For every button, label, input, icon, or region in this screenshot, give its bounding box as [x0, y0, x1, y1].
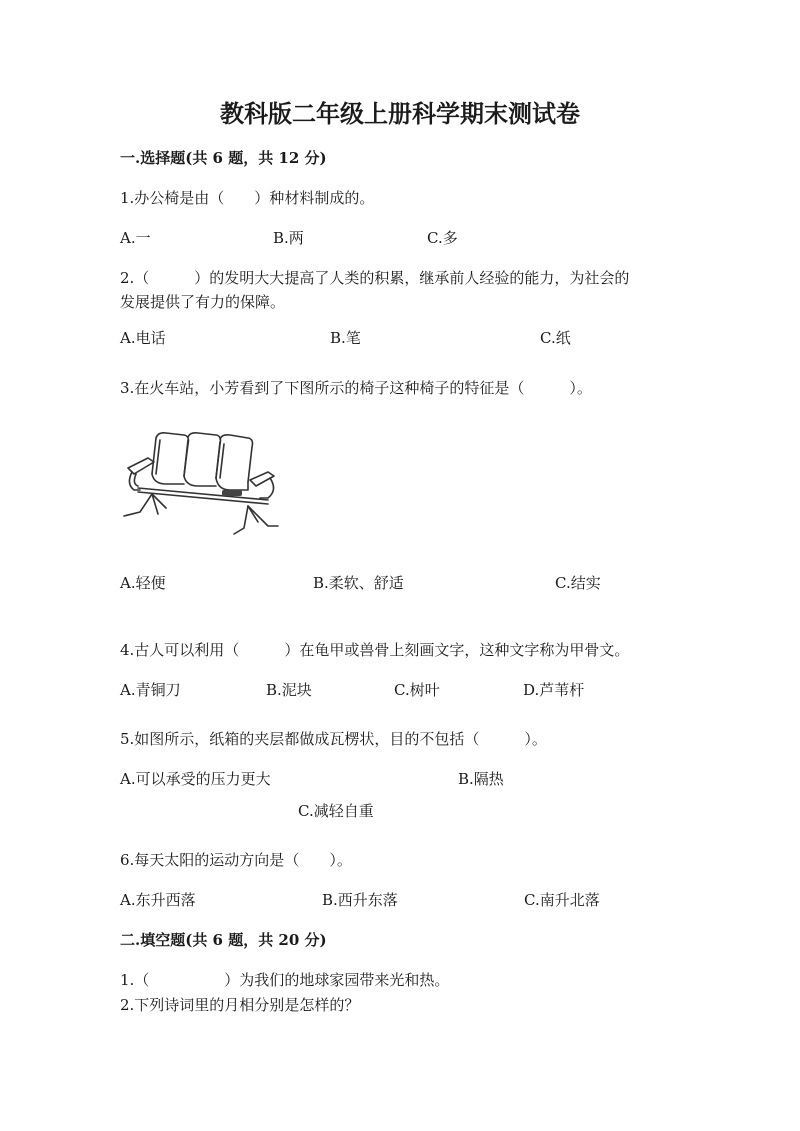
fill-question-2: 2.下列诗词里的月相分别是怎样的？	[120, 996, 360, 1014]
question-4: 4.古人可以利用（ ）在龟甲或兽骨上刻画文字，这种文字称为甲骨文。	[120, 641, 630, 659]
q1-option-a: A.一	[120, 229, 151, 247]
q6-option-b: B.西升东落	[322, 891, 398, 909]
waiting-bench-illustration	[118, 428, 282, 538]
q5-option-a: A.可以承受的压力更大	[120, 770, 271, 788]
q5-option-b: B.隔热	[458, 770, 504, 788]
question-6: 6.每天太阳的运动方向是（ ）。	[120, 851, 352, 869]
q1-option-b: B.两	[273, 229, 304, 247]
q6-option-c: C.南升北落	[524, 891, 600, 909]
q4-option-c: C.树叶	[394, 681, 440, 699]
q4-option-d: D.芦苇杆	[523, 681, 585, 699]
q6-option-a: A.东升西落	[120, 891, 196, 909]
question-2-line-1: 2.（ ）的发明大大提高了人类的积累，继承前人经验的能力，为社会的	[120, 269, 630, 287]
question-5: 5.如图所示，纸箱的夹层都做成瓦楞状，目的不包括（ ）。	[120, 730, 547, 748]
q4-option-b: B.泥块	[266, 681, 312, 699]
q2-option-b: B.笔	[330, 329, 361, 347]
q2-option-c: C.纸	[540, 329, 571, 347]
q3-option-a: A.轻便	[120, 574, 166, 592]
question-3: 3.在火车站，小芳看到了下图所示的椅子这种椅子的特征是（ ）。	[120, 379, 592, 397]
q1-option-c: C.多	[427, 229, 458, 247]
q4-option-a: A.青铜刀	[120, 681, 181, 699]
question-2-line-2: 发展提供了有力的保障。	[120, 293, 286, 311]
q5-option-c: C.减轻自重	[298, 802, 374, 820]
q3-option-c: C.结实	[555, 574, 601, 592]
section-heading-choice: 一.选择题(共 6 题，共 12 分)	[120, 149, 327, 167]
section-heading-fill: 二.填空题(共 6 题，共 20 分)	[120, 931, 327, 949]
fill-question-1: 1.（ ）为我们的地球家园带来光和热。	[120, 971, 450, 989]
q2-option-a: A.电话	[120, 329, 166, 347]
q3-option-b: B.柔软、舒适	[313, 574, 404, 592]
question-1: 1.办公椅是由（ ）种材料制成的。	[120, 189, 375, 207]
page-title: 教科版二年级上册科学期末测试卷	[220, 99, 580, 128]
